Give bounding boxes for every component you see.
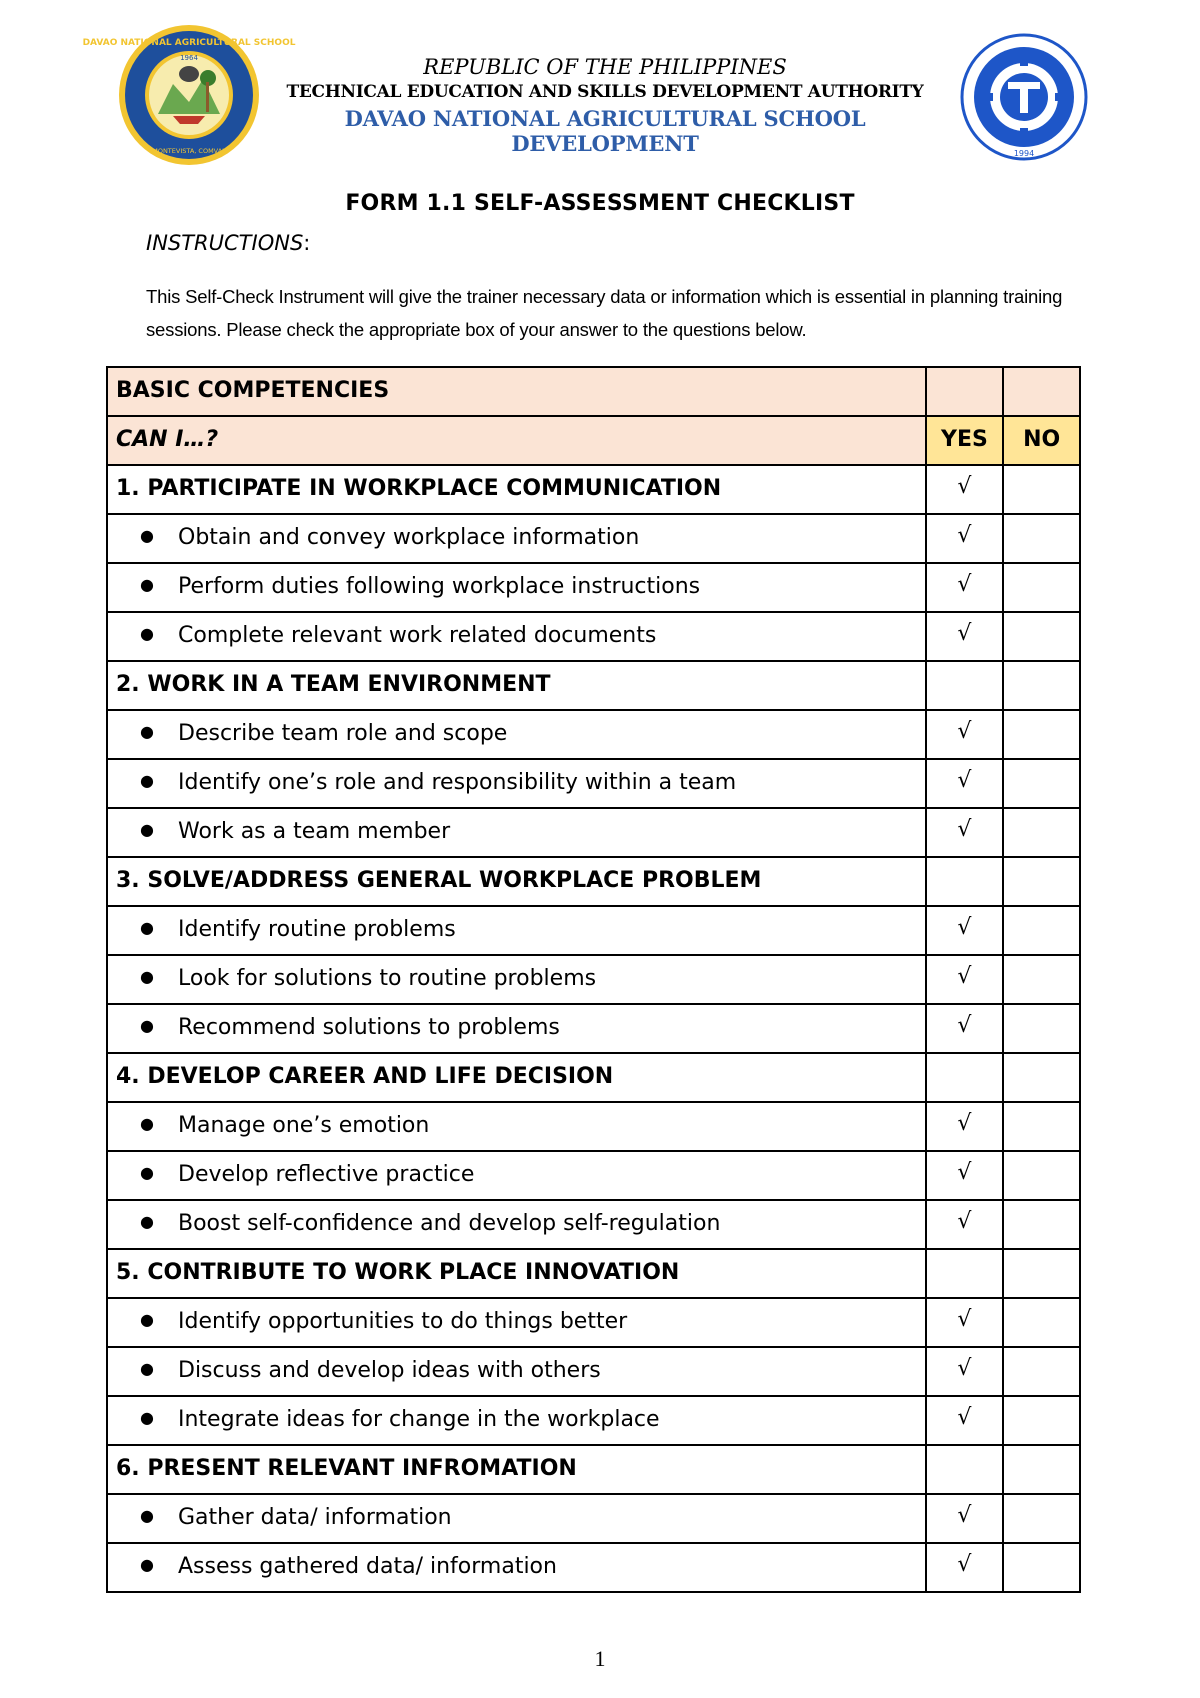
- check-mark-icon: √: [957, 1356, 972, 1381]
- item-cell: [107, 1543, 926, 1592]
- bullet-icon: ●: [140, 1163, 154, 1182]
- section-title-text: PARTICIPATE IN WORKPLACE COMMUNICATION: [147, 476, 722, 501]
- bullet-icon: ●: [140, 1408, 154, 1427]
- section-title-cell: [107, 661, 926, 710]
- checklist-item-text: Work as a team member: [178, 819, 451, 844]
- header-school: DAVAO NATIONAL AGRICULTURAL SCHOOL DEVELOPMENT: [344, 106, 866, 156]
- no-checkbox-cell[interactable]: [1003, 661, 1080, 710]
- item-cell: [107, 612, 926, 661]
- item-cell: [107, 955, 926, 1004]
- checklist-item: [108, 1103, 925, 1138]
- yes-checkbox-cell[interactable]: [926, 1396, 1004, 1445]
- checklist-item-text: Integrate ideas for change in the workplace: [178, 1407, 660, 1432]
- item-cell: [107, 1298, 926, 1347]
- check-mark-icon: √: [957, 474, 972, 499]
- checklist-item: [108, 907, 925, 942]
- check-mark-icon: √: [957, 1160, 972, 1185]
- no-checkbox-cell[interactable]: [1003, 808, 1080, 857]
- no-checkbox-cell[interactable]: [1003, 612, 1080, 661]
- checklist-item-row: [107, 612, 1080, 661]
- yes-checkbox-cell[interactable]: [926, 759, 1004, 808]
- bullet-icon: ●: [140, 1114, 154, 1133]
- bullet-icon: ●: [140, 1016, 154, 1035]
- bullet-icon: ●: [140, 918, 154, 937]
- checklist-item-text: Develop reflective practice: [178, 1162, 475, 1187]
- no-checkbox-cell[interactable]: [1003, 955, 1080, 1004]
- checklist-item-row: [107, 955, 1080, 1004]
- checklist-item: [108, 760, 925, 795]
- checklist-item: [108, 1005, 925, 1040]
- section-title-cell: [107, 1053, 926, 1102]
- header-agency: TECHNICAL EDUCATION AND SKILLS DEVELOPMENT AUTHORITY: [286, 82, 924, 102]
- item-cell: [107, 906, 926, 955]
- checklist-item-row: [107, 563, 1080, 612]
- yes-checkbox-cell[interactable]: [926, 1445, 1004, 1494]
- section-title-text: WORK IN A TEAM ENVIRONMENT: [147, 672, 551, 697]
- yes-checkbox-cell[interactable]: [926, 1151, 1004, 1200]
- yes-checkbox-cell[interactable]: [926, 906, 1004, 955]
- checklist-item-row: [107, 759, 1080, 808]
- yes-header-cell: [926, 416, 1004, 465]
- section-title: [108, 858, 925, 893]
- bullet-icon: ●: [140, 1506, 154, 1525]
- yes-checkbox-cell[interactable]: [926, 1249, 1004, 1298]
- checklist-item-row: [107, 1200, 1080, 1249]
- check-mark-icon: √: [957, 1307, 972, 1332]
- subheading-cell: [107, 416, 926, 465]
- item-cell: [107, 759, 926, 808]
- section-title-text: PRESENT RELEVANT INFROMATION: [147, 1456, 577, 1481]
- check-mark-icon: √: [957, 964, 972, 989]
- checklist-item-text: Identify one’s role and responsibility within a team: [178, 770, 737, 795]
- no-checkbox-cell[interactable]: [1003, 514, 1080, 563]
- instructions-heading: [146, 231, 310, 255]
- section-row: [107, 1249, 1080, 1298]
- bullet-icon: ●: [140, 1555, 154, 1574]
- yes-checkbox-cell[interactable]: [926, 563, 1004, 612]
- yes-checkbox-cell[interactable]: [926, 1543, 1004, 1592]
- checklist-item: [108, 809, 925, 844]
- bullet-icon: ●: [140, 526, 154, 545]
- section-number: 3.: [116, 868, 140, 893]
- yes-checkbox-cell[interactable]: [926, 465, 1004, 514]
- checklist-item-row: [107, 1004, 1080, 1053]
- bullet-icon: ●: [140, 771, 154, 790]
- no-checkbox-cell[interactable]: [1003, 563, 1080, 612]
- yes-checkbox-cell[interactable]: [926, 808, 1004, 857]
- school-seal-icon: [82, 24, 296, 166]
- yes-checkbox-cell[interactable]: [926, 661, 1004, 710]
- instructions-text: This Self-Check Instrument will give the trainer necessary data or information which is essential in planning training sessions. Please check the appropriate box of your answer to the questions below.: [146, 286, 1063, 340]
- item-cell: [107, 1200, 926, 1249]
- check-mark-icon: √: [957, 1552, 972, 1577]
- checklist-item-text: Describe team role and scope: [178, 721, 508, 746]
- check-mark-icon: √: [957, 915, 972, 940]
- check-mark-icon: √: [957, 1405, 972, 1430]
- checklist-item-text: Recommend solutions to problems: [178, 1015, 560, 1040]
- checklist-table: [106, 366, 1081, 1593]
- item-cell: [107, 1102, 926, 1151]
- no-checkbox-cell[interactable]: [1003, 857, 1080, 906]
- basic-competencies-heading: BASIC COMPETENCIES: [116, 378, 390, 403]
- checklist-item-row: [107, 906, 1080, 955]
- yes-checkbox-cell[interactable]: [926, 1004, 1004, 1053]
- item-cell: [107, 514, 926, 563]
- section-title: [108, 1054, 925, 1089]
- yes-checkbox-cell[interactable]: [926, 1347, 1004, 1396]
- checklist-item-row: [107, 1494, 1080, 1543]
- checklist-item: [108, 956, 925, 991]
- check-mark-icon: √: [957, 572, 972, 597]
- checklist-item: [108, 1397, 925, 1432]
- check-mark-icon: √: [957, 719, 972, 744]
- checklist-item: [108, 711, 925, 746]
- checklist-item: [108, 1348, 925, 1383]
- checklist-item-row: [107, 1347, 1080, 1396]
- seal-year-text: 1964: [180, 54, 198, 62]
- no-checkbox-cell[interactable]: [1003, 1494, 1080, 1543]
- item-cell: [107, 808, 926, 857]
- no-checkbox-cell[interactable]: [1003, 1347, 1080, 1396]
- checklist-item-row: [107, 710, 1080, 759]
- heading-yes-cell: [926, 367, 1004, 416]
- can-i-label: CAN I…?: [116, 427, 219, 452]
- item-cell: [107, 1004, 926, 1053]
- section-title: [108, 1250, 925, 1285]
- bullet-icon: ●: [140, 820, 154, 839]
- yes-checkbox-cell[interactable]: [926, 1494, 1004, 1543]
- item-cell: [107, 710, 926, 759]
- checklist-item-text: Gather data/ information: [178, 1505, 452, 1530]
- section-title: [108, 662, 925, 697]
- no-checkbox-cell[interactable]: [1003, 1298, 1080, 1347]
- checklist-item-text: Identify opportunities to do things better: [178, 1309, 628, 1334]
- checklist-item-text: Look for solutions to routine problems: [178, 966, 597, 991]
- checklist-item: [108, 1544, 925, 1579]
- no-header-cell: [1003, 416, 1080, 465]
- yes-checkbox-cell[interactable]: [926, 1102, 1004, 1151]
- check-mark-icon: √: [957, 817, 972, 842]
- bullet-icon: ●: [140, 722, 154, 741]
- section-title: [108, 1446, 925, 1481]
- checklist-item-text: Obtain and convey workplace information: [178, 525, 640, 550]
- bullet-icon: ●: [140, 967, 154, 986]
- check-mark-icon: √: [957, 1503, 972, 1528]
- yes-checkbox-cell[interactable]: [926, 1298, 1004, 1347]
- yes-checkbox-cell[interactable]: [926, 1200, 1004, 1249]
- check-mark-icon: √: [957, 768, 972, 793]
- checklist-item-text: Assess gathered data/ information: [178, 1554, 557, 1579]
- checklist-item-row: [107, 514, 1080, 563]
- instructions-colon: :: [303, 231, 311, 255]
- check-mark-icon: √: [957, 523, 972, 548]
- no-checkbox-cell[interactable]: [1003, 1445, 1080, 1494]
- checklist-item-text: Perform duties following workplace instructions: [178, 574, 701, 599]
- section-number: 5.: [116, 1260, 140, 1285]
- bullet-icon: ●: [140, 1212, 154, 1231]
- check-mark-icon: √: [957, 1013, 972, 1038]
- checklist-item: [108, 1299, 925, 1334]
- section-number: 6.: [116, 1456, 140, 1481]
- no-checkbox-cell[interactable]: [1003, 1396, 1080, 1445]
- table-heading-row: [107, 367, 1080, 416]
- no-checkbox-cell[interactable]: [1003, 710, 1080, 759]
- yes-checkbox-cell[interactable]: [926, 857, 1004, 906]
- no-checkbox-cell[interactable]: [1003, 1004, 1080, 1053]
- yes-column-header: YES: [941, 427, 988, 452]
- section-title-cell: [107, 1249, 926, 1298]
- heading-cell: [107, 367, 926, 416]
- bullet-icon: ●: [140, 624, 154, 643]
- yes-checkbox-cell[interactable]: [926, 612, 1004, 661]
- checklist-item: [108, 564, 925, 599]
- section-title-cell: [107, 1445, 926, 1494]
- item-cell: [107, 1494, 926, 1543]
- section-number: 2.: [116, 672, 140, 697]
- table-subheading-row: [107, 416, 1080, 465]
- checklist-item-text: Complete relevant work related documents: [178, 623, 657, 648]
- section-title-text: SOLVE/ADDRESS GENERAL WORKPLACE PROBLEM: [147, 868, 762, 893]
- no-checkbox-cell[interactable]: [1003, 1200, 1080, 1249]
- checklist-item: [108, 1152, 925, 1187]
- form-title: FORM 1.1 SELF-ASSESSMENT CHECKLIST: [345, 191, 855, 216]
- item-cell: [107, 563, 926, 612]
- no-checkbox-cell[interactable]: [1003, 1053, 1080, 1102]
- no-checkbox-cell[interactable]: [1003, 1543, 1080, 1592]
- section-title-cell: [107, 465, 926, 514]
- check-mark-icon: √: [957, 1209, 972, 1234]
- checklist-item-row: [107, 1151, 1080, 1200]
- bullet-icon: ●: [140, 575, 154, 594]
- no-checkbox-cell[interactable]: [1003, 465, 1080, 514]
- section-row: [107, 857, 1080, 906]
- section-row: [107, 1053, 1080, 1102]
- page-number: 1: [594, 1646, 606, 1671]
- checklist-item-text: Identify routine problems: [178, 917, 456, 942]
- yes-checkbox-cell[interactable]: [926, 955, 1004, 1004]
- yes-checkbox-cell[interactable]: [926, 710, 1004, 759]
- seal-bottom-text: MONTEVISTA, COMVAL: [152, 147, 226, 155]
- no-checkbox-cell[interactable]: [1003, 906, 1080, 955]
- section-title: [108, 466, 925, 501]
- checklist-item-row: [107, 808, 1080, 857]
- check-mark-icon: √: [957, 621, 972, 646]
- no-column-header: NO: [1023, 427, 1061, 452]
- checklist-item-text: Boost self-confidence and develop self-regulation: [178, 1211, 721, 1236]
- no-checkbox-cell[interactable]: [1003, 1102, 1080, 1151]
- no-checkbox-cell[interactable]: [1003, 1249, 1080, 1298]
- heading-no-cell: [1003, 367, 1080, 416]
- no-checkbox-cell[interactable]: [1003, 1151, 1080, 1200]
- header-republic: REPUBLIC OF THE PHILIPPINES: [423, 55, 787, 79]
- checklist-item: [108, 1495, 925, 1530]
- bullet-icon: ●: [140, 1310, 154, 1329]
- bullet-icon: ●: [140, 1359, 154, 1378]
- section-row: [107, 1445, 1080, 1494]
- yes-checkbox-cell[interactable]: [926, 514, 1004, 563]
- no-checkbox-cell[interactable]: [1003, 759, 1080, 808]
- yes-checkbox-cell[interactable]: [926, 1053, 1004, 1102]
- section-row: [107, 465, 1080, 514]
- seal-ring-text: DAVAO NATIONAL AGRICULTURAL SCHOOL: [82, 38, 296, 48]
- checklist-item-row: [107, 1396, 1080, 1445]
- section-number: 4.: [116, 1064, 140, 1089]
- checklist-item: [108, 515, 925, 550]
- tesda-year-text: 1994: [1013, 149, 1035, 158]
- checklist-item-text: Discuss and develop ideas with others: [178, 1358, 601, 1383]
- checklist-item-text: Manage one’s emotion: [178, 1113, 430, 1138]
- checklist-item: [108, 1201, 925, 1236]
- section-title-cell: [107, 857, 926, 906]
- checklist-item: [108, 613, 925, 648]
- item-cell: [107, 1347, 926, 1396]
- instructions-label: INSTRUCTIONS: [146, 231, 304, 255]
- checklist-item-row: [107, 1102, 1080, 1151]
- checklist-item-row: [107, 1298, 1080, 1347]
- item-cell: [107, 1151, 926, 1200]
- section-title-text: CONTRIBUTE TO WORK PLACE INNOVATION: [147, 1260, 680, 1285]
- check-mark-icon: √: [957, 1111, 972, 1136]
- checklist-item-row: [107, 1543, 1080, 1592]
- item-cell: [107, 1396, 926, 1445]
- section-number: 1.: [116, 476, 140, 501]
- tesda-seal-icon: [958, 34, 1090, 160]
- section-row: [107, 661, 1080, 710]
- section-title-text: DEVELOP CAREER AND LIFE DECISION: [147, 1064, 614, 1089]
